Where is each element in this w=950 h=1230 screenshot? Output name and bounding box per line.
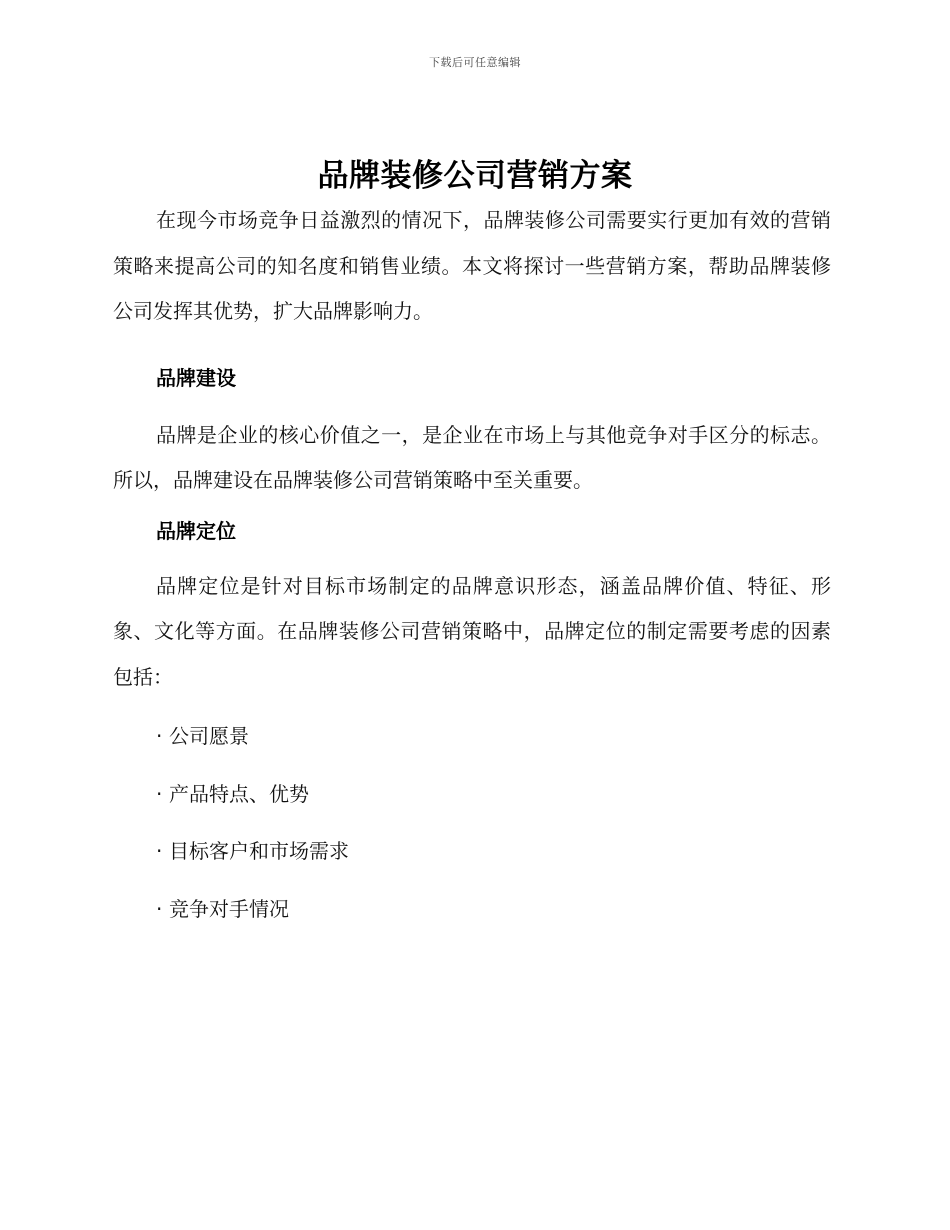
list-item-text: 公司愿景 bbox=[169, 724, 249, 748]
intro-paragraph: 在现今市场竞争日益激烈的情况下，品牌装修公司需要实行更加有效的营销策略来提高公司的知名度和销售业绩。本文将探讨一些营销方案，帮助品牌装修公司发挥其优势，扩大品牌影响力。 bbox=[113, 208, 831, 323]
list-item-text: 竞争对手情况 bbox=[169, 896, 289, 921]
section-heading-brand-positioning: 品牌定位 bbox=[156, 518, 236, 543]
brand-positioning-paragraph: 品牌定位是针对目标市场制定的品牌意识形态，涵盖品牌价值、特征、形象、文化等方面。在品牌装修公司营销策略中，品牌定位的制定需要考虑的因素包括： bbox=[113, 573, 831, 689]
bullet-icon: · bbox=[156, 896, 163, 921]
brand-building-paragraph: 品牌是企业的核心价值之一，是企业在市场上与其他竞争对手区分的标志。所以，品牌建设在品牌装修公司营销策略中至关重要。 bbox=[113, 422, 831, 492]
bullet-icon: · bbox=[156, 839, 163, 863]
list-item bbox=[156, 823, 831, 881]
list-item bbox=[156, 766, 831, 824]
list-item-text: 目标客户和市场需求 bbox=[169, 839, 349, 863]
page-header-note: 下载后可任意编辑 bbox=[429, 56, 521, 69]
document-body bbox=[113, 198, 831, 938]
section-heading-brand-building: 品牌建设 bbox=[156, 365, 236, 390]
list-item bbox=[156, 881, 831, 939]
bullet-icon: · bbox=[156, 781, 163, 806]
bullet-icon: · bbox=[156, 724, 163, 748]
document-title: 品牌装修公司营销方案 bbox=[317, 158, 633, 194]
list-item-text: 产品特点、优势 bbox=[169, 781, 309, 806]
list-item bbox=[156, 708, 831, 766]
positioning-factors-list bbox=[113, 708, 831, 938]
